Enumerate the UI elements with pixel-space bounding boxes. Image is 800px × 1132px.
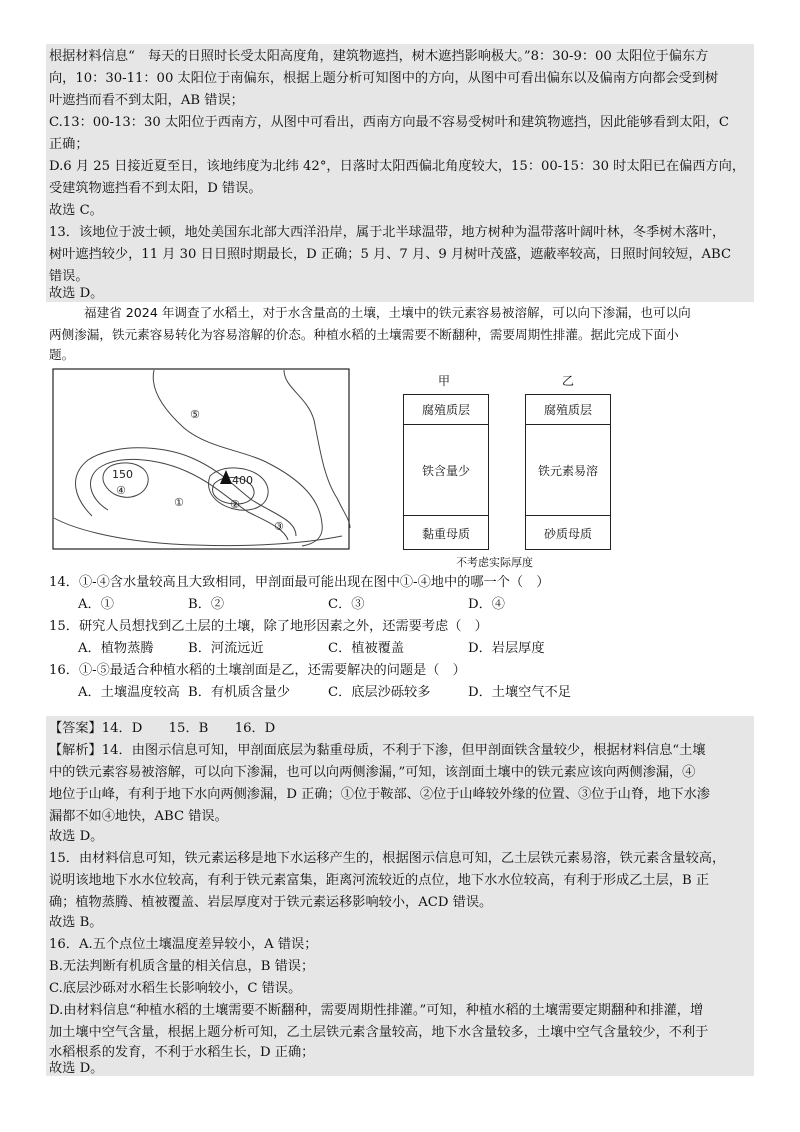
- point-1: ①: [174, 496, 184, 509]
- text-line: 确；植物蒸腾、植被覆盖、岩层厚度对于铁元素运移影响较小，ACD 错误。: [49, 895, 493, 910]
- text-line: 正确；: [49, 137, 89, 152]
- intro-line: 题。: [49, 347, 75, 362]
- option-a[interactable]: A．土壤温度较高: [78, 685, 180, 700]
- question-stem: 16．①-⑤最适合种植水稻的土壤剖面是乙，还需要解决的问题是（ ）: [49, 663, 466, 678]
- text-line: 故选 D。: [49, 1061, 104, 1076]
- text-line: 水稻根系的发育，不利于水稻生长，D 正确；: [49, 1045, 315, 1060]
- point-2: ②: [230, 498, 240, 511]
- profile-yi-bottom: 砂质母质: [526, 515, 610, 550]
- profile-yi-top: 腐殖质层: [543, 402, 592, 417]
- text-line: 说明该地地下水水位较高，有利于铁元素富集，距离河流较近的点位，地下水水位较高，有利于形成乙土层，B 正: [49, 873, 710, 888]
- text-line: 中的铁元素容易被溶解，可以向下渗漏，也可以向两侧渗漏，”可知，该剖面土壤中的铁元素应该向两侧渗漏，④: [49, 765, 696, 780]
- profile-jia-title: 甲: [438, 374, 451, 388]
- option-c[interactable]: C．③: [328, 597, 365, 612]
- question-options: [78, 596, 505, 614]
- text-line: D.6 月 25 日接近夏至日，该地纬度为北纬 42°，日落时太阳西偏北角度较大，15：00-15：30 时太阳已在偏西方向，: [49, 159, 746, 174]
- point-5: ⑤: [190, 408, 200, 421]
- intro-line: 福建省 2024 年调查了水稻土，对于水含量高的土壤，土壤中的铁元素容易被溶解，可以向下渗漏，也可以向: [84, 305, 691, 320]
- question-options: [78, 640, 545, 658]
- text-line: 故选 C。: [49, 203, 103, 218]
- text-line: C.13：00-13：30 太阳位于西南方，从图中可看出，西南方向最不容易受树叶和建筑物遮挡，因此能够看到太阳，C: [49, 115, 729, 130]
- option-c[interactable]: C．植被覆盖: [328, 641, 405, 656]
- text-line: 16．A.五个点位土壤温度差异较小，A 错误；: [49, 937, 318, 952]
- profile-yi: [525, 394, 611, 550]
- text-line: 根据材料信息“ 每天的日照时长受太阳高度角，建筑物遮挡，树木遮挡影响极大。”8：30-9：00 太阳位于偏东方: [49, 49, 709, 64]
- text-line: 漏都不如④地快，ABC 错误。: [49, 809, 228, 824]
- profile-jia-mid: 铁含量少: [404, 424, 488, 515]
- text-line: 向，10：30-11：00 太阳位于南偏东，根据上题分析可知图中的方向，从图中可看出偏东以及偏南方向都会受到树: [49, 71, 719, 86]
- profile-jia-bottom: 黏重母质: [404, 515, 488, 550]
- option-a[interactable]: A．植物蒸腾: [78, 641, 154, 656]
- text-line: 树叶遮挡较少，11 月 30 日日照时期最长，D 正确；5 月、7 月、9 月树叶茂盛，遮蔽率较高，日照时间较短，ABC: [49, 247, 732, 262]
- answer-line: 【答案】14．D 15．B 16．D: [49, 721, 276, 736]
- text-line: 加土壤中空气含量，根据上题分析可知，乙土层铁元素含量较高，地下水含量较多，土壤中空气含量较少，不利于: [49, 1025, 709, 1040]
- contour-map: [52, 368, 352, 552]
- option-d[interactable]: D．土壤空气不足: [468, 685, 571, 700]
- option-b[interactable]: B．有机质含量少: [188, 685, 291, 700]
- profile-jia-top: 腐殖质层: [421, 402, 470, 417]
- profile-jia: [403, 394, 489, 550]
- option-a[interactable]: A．①: [78, 597, 114, 612]
- text-line: 叶遮挡而看不到太阳，AB 错误；: [49, 93, 244, 108]
- text-line: B.无法判断有机质含量的相关信息，B 错误；: [49, 959, 315, 974]
- contour-label-150: 150: [112, 468, 133, 481]
- contour-label-400: 400: [232, 474, 253, 487]
- profile-note: 不考虑实际厚度: [456, 556, 533, 569]
- text-line: 13．该地位于波士顿，地处美国东北部大西洋沿岸，属于北半球温带，地方树种为温带落叶阔叶林，冬季树木落叶，: [49, 225, 726, 240]
- point-4: ④: [116, 484, 126, 497]
- text-line: C.底层沙砾对水稻生长影响较小，C 错误。: [49, 981, 302, 996]
- option-b[interactable]: B．②: [188, 597, 225, 612]
- text-line: 15．由材料信息可知，铁元素运移是地下水运移产生的，根据图示信息可知，乙土层铁元素易溶，铁元素含量较高，: [49, 851, 726, 866]
- profile-yi-mid: 铁元素易溶: [526, 424, 610, 515]
- text-line: 【解析】14．由图示信息可知，甲剖面底层为黏重母质，不利于下渗，但甲剖面铁含量较少，根据材料信息“土壤: [49, 743, 706, 758]
- text-line: D.由材料信息“种植水稻的土壤需要不断翻种，需要周期性排灌。”可知，种植水稻的土壤需要定期翻种和排灌，增: [49, 1003, 704, 1018]
- question-options: [78, 684, 571, 702]
- question-stem: 14．①-④含水量较高且大致相同，甲剖面最可能出现在图中①-④地中的哪一个（ ）: [49, 575, 550, 590]
- profile-yi-title: 乙: [562, 374, 575, 388]
- text-line: 故选 D。: [49, 286, 104, 301]
- text-line: 受建筑物遮挡看不到太阳，D 错误。: [49, 181, 262, 196]
- option-b[interactable]: B．河流远近: [188, 641, 264, 656]
- option-d[interactable]: D．岩层厚度: [468, 641, 545, 656]
- question-stem: 15．研究人员想找到乙土层的土壤，除了地形因素之外，还需要考虑（ ）: [49, 619, 488, 634]
- text-line: 故选 B。: [49, 915, 103, 930]
- text-line: 故选 D。: [49, 829, 104, 844]
- text-line: 错误。: [49, 269, 89, 284]
- option-d[interactable]: D．④: [468, 597, 505, 612]
- option-c[interactable]: C．底层沙砾较多: [328, 685, 431, 700]
- intro-line: 两侧渗漏，铁元素容易转化为容易溶解的价态。种植水稻的土壤需要不断翻种，需要周期性排灌。据此完成下面小: [49, 327, 679, 342]
- text-line: 地位于山峰，有利于地下水向两侧渗漏，D 正确；①位于鞍部、②位于山峰较外缘的位置、③位于山脊，地下水渗: [49, 787, 710, 802]
- point-3: ③: [274, 520, 284, 533]
